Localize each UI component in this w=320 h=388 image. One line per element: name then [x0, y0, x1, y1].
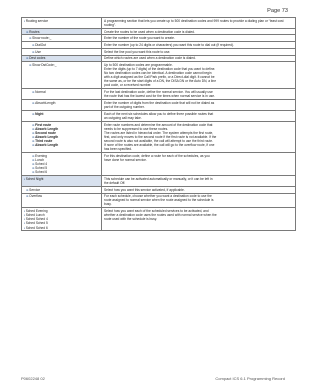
menu-path-cell [22, 62, 102, 89]
menu-item [24, 30, 99, 34]
menu-item-label: Routes [29, 29, 40, 34]
menu-item [24, 90, 99, 94]
description-cell: For the last destination code, define the normal service. You will usually use the route that has the lowest cost for the times when normal service is in use. [102, 89, 296, 100]
arrow-right-icon: ➡ [32, 100, 35, 105]
menu-item [24, 36, 99, 40]
description-cell: Select the line pool you want this route to use. [102, 48, 296, 55]
menu-path-cell [22, 176, 102, 187]
table-row [22, 110, 296, 121]
description-cell: This schedule can be activated automatically or manually, or it can be left in the default Off. [102, 176, 296, 187]
table-row [22, 208, 296, 231]
footer-doc-number: P0602248 02 [21, 376, 45, 381]
menu-item-label: Sched 6 [35, 170, 48, 175]
menu-path-cell [22, 193, 102, 208]
arrow-right-icon: ➡ [32, 130, 35, 135]
arrow-right-icon: ➡ [32, 42, 35, 47]
description-cell: Each of the next six schedules allow you to define three possible routes that an outgoing call may take. [102, 110, 296, 121]
menu-item-label: Overflow [29, 194, 42, 199]
menu-path-cell [22, 89, 102, 100]
table-row [22, 28, 296, 35]
menu-path-cell [22, 110, 102, 121]
menu-path-cell [22, 42, 102, 49]
menu-item-label: First route [35, 122, 52, 127]
page-header: Page 73 [267, 8, 288, 14]
arrow-right-icon: ➡ [32, 126, 35, 131]
description-cell: Up to 500 destination codes are programmable. Enter the digits (up to 7 digits) of the destination code that you want to define. No two destination codes can be identical. A destination code cannot begin with a digit assigned as the Call Park prefix, or a Direct-dial digit. It cannot be the same as, or be the start digits of a DN, the DISA DN or the Auto DN, a line pool code, or a received number. [102, 62, 296, 89]
menu-path-cell [22, 152, 102, 175]
menu-item [24, 56, 99, 60]
description-cell: Select how you want this service activated, if applicable. [102, 186, 296, 193]
description-cell: For each schedule, choose whether you want a destination code to use the route assigned to normal service when the route assigned to the schedule is busy. [102, 193, 296, 208]
menu-item-label: Routing service [25, 18, 49, 23]
menu-item-label: Second route [35, 130, 56, 135]
description-cell: Enter the number (up to 24 digits or characters) you want this route to dial out (if required). [102, 42, 296, 49]
menu-item-label: Sched Sched 4 [25, 217, 48, 222]
menu-item-label: Use [35, 49, 41, 54]
table-row [22, 18, 296, 29]
menu-item-label: Evening [35, 153, 47, 158]
table-row [22, 186, 296, 193]
arrow-right-icon: ➡ [32, 153, 35, 158]
arrow-right-icon: ➡ [32, 90, 35, 95]
menu-item-label: Absorb Length [35, 126, 59, 131]
menu-path-cell [22, 55, 102, 62]
bullet-square-icon: ▪ [24, 213, 26, 218]
menu-item-label: Sched Sched 5 [25, 221, 48, 226]
menu-item [24, 43, 99, 47]
menu-item-label: Normal [35, 90, 46, 95]
table-row [22, 42, 296, 49]
arrow-right-icon: ➡ [32, 161, 35, 166]
menu-path-cell [22, 100, 102, 111]
menu-item-label: Sched 4 [35, 161, 48, 166]
menu-item-label: AbsorbLength [35, 100, 56, 105]
menu-path-cell [22, 186, 102, 193]
table-row [22, 152, 296, 175]
arrow-right-icon: ➡ [32, 157, 35, 162]
arrow-right-icon: ➡ [32, 122, 35, 127]
table-row [22, 35, 296, 42]
menu-item-label: Third route [35, 138, 53, 143]
arrow-right-icon: ➡ [26, 29, 29, 34]
menu-item-label: Absorb Length [35, 134, 59, 139]
table-row [22, 62, 296, 89]
menu-item-label: Show DstCode:_ [32, 63, 57, 68]
table-row [22, 176, 296, 187]
menu-path-cell [22, 28, 102, 35]
arrow-right-icon: ➡ [26, 194, 29, 199]
arrow-right-icon: ➡ [29, 36, 32, 41]
menu-item-label: Dest codes [29, 56, 46, 61]
menu-item-label: Sched Night [25, 176, 44, 181]
menu-item [24, 19, 99, 23]
menu-item [24, 143, 99, 147]
menu-path-cell [22, 208, 102, 231]
menu-item [24, 63, 99, 67]
description-cell: Enter the number of the route you want to create. [102, 35, 296, 42]
footer-doc-title: Compact ICS 6.1 Programming Record [215, 376, 285, 381]
arrow-right-icon: ➡ [32, 166, 35, 171]
table-body [22, 18, 296, 231]
bullet-square-icon: ▪ [24, 209, 26, 214]
bullet-square-icon: ▪ [24, 221, 26, 226]
menu-item [24, 50, 99, 54]
menu-item-label: Night [35, 111, 44, 116]
menu-path-cell [22, 121, 102, 152]
arrow-right-icon: ➡ [32, 111, 35, 116]
description-cell: Create the routes to be used when a destination code is dialed. [102, 28, 296, 35]
arrow-right-icon: ➡ [29, 63, 32, 68]
description-cell: A programming section that lets you create up to 500 destination codes and 999 routes to provide a dialing plan or “least cost routing”. [102, 18, 296, 29]
description-cell: Enter route numbers and determine the amount of the destination code that needs to be suppressed to use these routes. The routes are listed in hierarchal order. The system attempts the first route, first, and only moves to the second route if the first route is not available. If the second route is also not available, the call will attempt to use the third route. If none of the routes are available, the call will go to the overflow route, if one has been specified. [102, 121, 296, 152]
menu-item-label: DialOut [35, 42, 47, 47]
menu-item-label: Sched Lunch [25, 213, 45, 218]
menu-item [24, 226, 99, 230]
arrow-right-icon: ➡ [32, 138, 35, 143]
menu-item-label: Lunch [35, 157, 45, 162]
menu-item [24, 194, 99, 198]
menu-item [24, 101, 99, 105]
menu-item [24, 170, 99, 174]
menu-path-cell [22, 35, 102, 42]
menu-item [24, 177, 99, 181]
menu-path-cell [22, 18, 102, 29]
arrow-right-icon: ➡ [32, 134, 35, 139]
description-cell: For this destination code, define a route for each of the schedules, as you have done for normal service. [102, 152, 296, 175]
menu-item [24, 188, 99, 192]
table-row [22, 89, 296, 100]
bullet-square-icon: ▪ [24, 18, 26, 23]
menu-item-label: Service [29, 187, 41, 192]
description-cell: Enter the number of digits from the destination code that will not be dialed as part of the outgoing number. [102, 100, 296, 111]
description-cell: Select how you want each of the scheduled services to be activated, and whether a destination code uses the routes used with normal service when the route used with the schedule is busy. [102, 208, 296, 231]
description-cell: Define which routes are used when a destination code is dialed. [102, 55, 296, 62]
table-row [22, 48, 296, 55]
table-row [22, 55, 296, 62]
menu-path-cell [22, 48, 102, 55]
arrow-right-icon: ➡ [26, 187, 29, 192]
menu-item-label: Absorb Length [35, 142, 59, 147]
menu-item [24, 112, 99, 116]
arrow-right-icon: ➡ [32, 49, 35, 54]
bullet-square-icon: ▪ [24, 225, 26, 230]
bullet-square-icon: ▪ [24, 176, 26, 181]
table-row [22, 121, 296, 152]
menu-item-label: Show route:_ [32, 36, 52, 41]
menu-item-label: Sched Sched 6 [25, 225, 48, 230]
bullet-square-icon: ▪ [24, 217, 26, 222]
programming-table [21, 17, 296, 231]
menu-item-label: Sched Evening [25, 209, 48, 214]
table-row [22, 100, 296, 111]
arrow-right-icon: ➡ [26, 56, 29, 61]
menu-item-label: Sched 5 [35, 166, 48, 171]
arrow-right-icon: ➡ [32, 170, 35, 175]
table-row [22, 193, 296, 208]
arrow-right-icon: ➡ [32, 142, 35, 147]
